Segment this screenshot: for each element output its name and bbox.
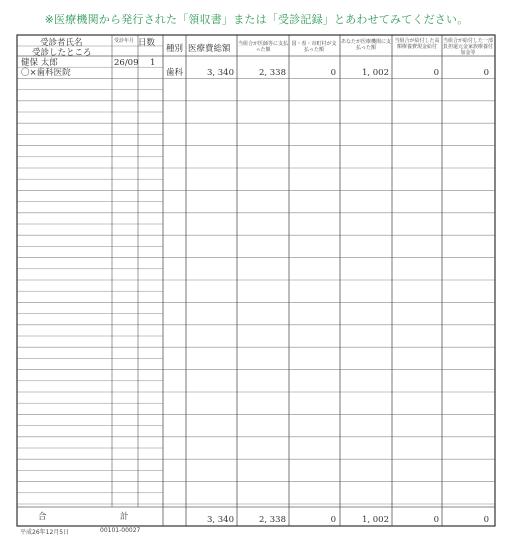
category-value: 歯科 [166, 68, 184, 78]
totals-you-paid: 1, 002 [361, 515, 389, 525]
header-clinic: 受診したところ [32, 48, 92, 58]
footer-code: 00101-00027 [100, 527, 141, 534]
you-paid-value: 1, 002 [361, 68, 389, 78]
patient-name: 健保 太郎 [21, 58, 58, 68]
header-days: 日数 [138, 38, 156, 48]
header-category: 種別 [166, 44, 184, 54]
header-total-cost: 医療費総額 [188, 44, 231, 54]
totals-label-1: 合 [38, 512, 47, 522]
totals-insurer-paid: 2, 338 [258, 515, 286, 525]
totals-family-benefit: 0 [483, 515, 489, 525]
total-cost-value: 3, 340 [206, 68, 234, 78]
notice-text: ※医療機関から発行された「領収書」または「受診記録」とあわせてみてください。 [44, 13, 469, 26]
header-insurer-paid: 当組合が医師等に支払った額 [238, 41, 289, 53]
totals-high-cost-benefit: 0 [433, 515, 439, 525]
public-paid-value: 0 [330, 68, 336, 78]
header-high-cost-benefit: 当組合が給付した高額療養費現金給付 [394, 38, 440, 50]
visit-days: 1 [150, 58, 156, 68]
header-patient-name: 受診者氏名 [40, 38, 83, 48]
family-benefit-value: 0 [483, 68, 489, 78]
header-you-paid: あなたが医療機関に支払った額 [341, 39, 392, 51]
totals-label-2: 計 [120, 512, 129, 522]
totals-public-paid: 0 [330, 515, 336, 525]
high-cost-benefit-value: 0 [433, 68, 439, 78]
header-public-paid: 国・県・市町村が支払った額 [291, 41, 337, 53]
footer-date: 平成26年12月5日 [20, 529, 70, 536]
header-visit-month: 受診年月 [113, 38, 134, 44]
insurer-paid-value: 2, 338 [258, 68, 286, 78]
totals-total-cost: 3, 340 [206, 515, 234, 525]
header-family-benefit: 当組合が給付した一部負担還元金家族療養付加金等 [443, 38, 494, 56]
visit-month: 26/09 [114, 58, 139, 68]
clinic-name: 〇×歯科医院 [21, 68, 71, 78]
